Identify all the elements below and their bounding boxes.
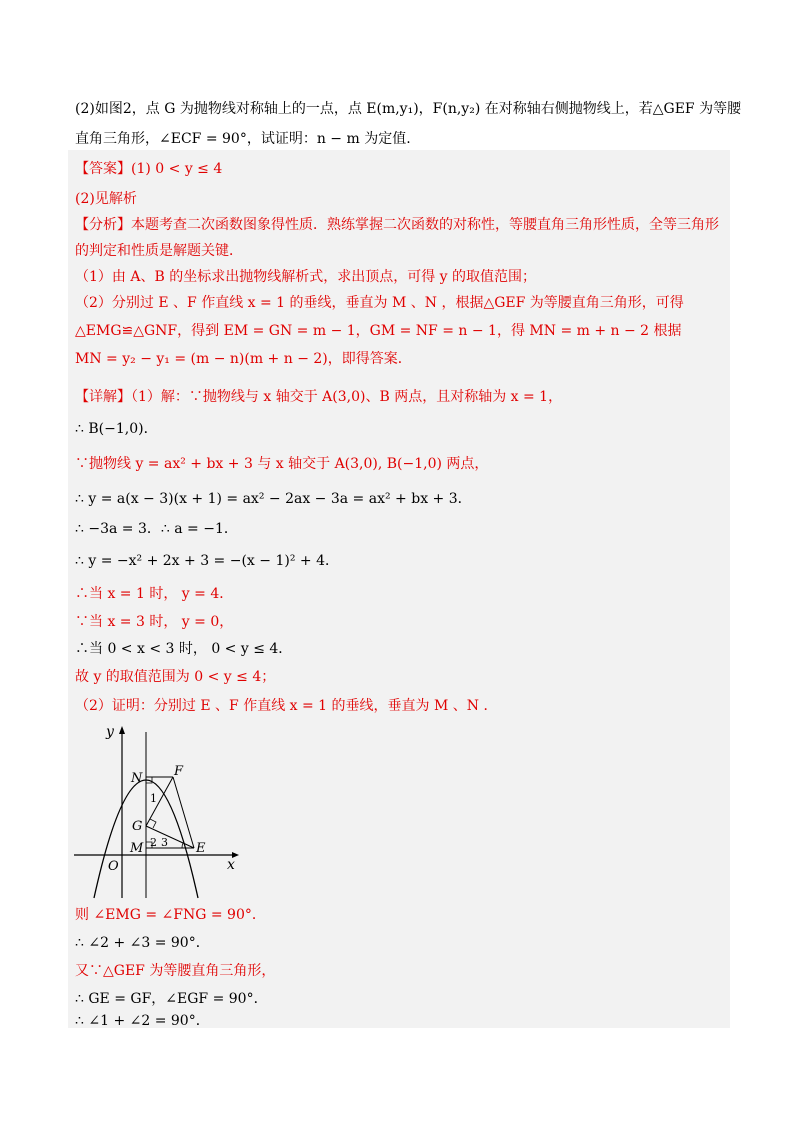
analysis-line-4: （2）分别过 E 、F 作直线 x = 1 的垂线，垂直为 M 、N ，根据△GEF 为等腰直角三角形，可得 bbox=[75, 295, 684, 311]
detail-line-4: ∴ y = a(x − 3)(x + 1) = ax² − 2ax − 3a = ax² + bx + 3． bbox=[75, 491, 472, 507]
detail-line-16: ∴ ∠1 + ∠2 = 90°． bbox=[75, 1013, 210, 1029]
analysis-line-3: （1）由 A、B 的坐标求出抛物线解析式，求出顶点，可得 y 的取值范围； bbox=[75, 269, 537, 285]
detail-line-8: ∵当 x = 3 时， y = 0， bbox=[75, 614, 234, 630]
label-angle-1: 1 bbox=[150, 792, 157, 805]
question-line-1: (2)如图2，点 G 为抛物线对称轴上的一点，点 E(m,y₁)，F(n,y₂) 在对称轴右侧抛物线上，若△GEF 为等腰 bbox=[75, 101, 742, 117]
label-f: F bbox=[174, 764, 184, 779]
analysis-line-2: 的判定和性质是解题关键． bbox=[75, 243, 243, 259]
detail-line-1: 【详解】（1）解：∵抛物线与 x 轴交于 A(3,0)、B 两点，且对称轴为 x = 1， bbox=[75, 389, 563, 405]
segment-fe bbox=[173, 777, 194, 848]
detail-line-10: 故 y 的取值范围为 0 < y ≤ 4； bbox=[75, 669, 276, 685]
label-g: G bbox=[132, 819, 143, 834]
answer-label: 【答案】(1) 0 < y ≤ 4 bbox=[75, 161, 223, 177]
detail-line-7: ∴当 x = 1 时， y = 4． bbox=[75, 586, 234, 602]
answer-part-2: (2)见解析 bbox=[75, 191, 137, 207]
detail-line-12: 则 ∠EMG = ∠FNG = 90°． bbox=[75, 907, 266, 923]
analysis-line-6: MN = y₂ − y₁ = (m − n)(m + n − 2)，即得答案． bbox=[75, 351, 412, 367]
detail-line-6: ∴ y = −x² + 2x + 3 = −(x − 1)² + 4． bbox=[75, 553, 339, 569]
label-angle-3: 3 bbox=[161, 836, 168, 849]
detail-line-15: ∴ GE = GF，∠EGF = 90°． bbox=[75, 991, 268, 1007]
label-e: E bbox=[196, 841, 206, 856]
y-axis-arrow-icon bbox=[119, 726, 125, 734]
detail-line-14: 又∵△GEF 为等腰直角三角形， bbox=[75, 963, 276, 979]
label-m: M bbox=[130, 841, 144, 856]
analysis-line-1: 【分析】本题考查二次函数图象得性质．熟练掌握二次函数的对称性，等腰直角三角形性质，全等三角形 bbox=[75, 217, 719, 233]
detail-line-5: ∴ −3a = 3．∴ a = −1． bbox=[75, 521, 238, 537]
label-angle-2: 2 bbox=[150, 836, 157, 849]
detail-line-9: ∴当 0 < x < 3 时， 0 < y ≤ 4． bbox=[75, 641, 293, 657]
detail-line-13: ∴ ∠2 + ∠3 = 90°． bbox=[75, 935, 210, 951]
label-n: N bbox=[131, 771, 143, 786]
label-x: x bbox=[227, 857, 235, 873]
parabola-figure bbox=[70, 722, 240, 902]
detail-line-11: （2）证明：分别过 E 、F 作直线 x = 1 的垂线，垂直为 M 、N ． bbox=[75, 698, 498, 714]
right-angle-mark-g bbox=[150, 819, 156, 828]
angle-arc-e bbox=[182, 843, 183, 848]
question-line-2: 直角三角形，∠ECF = 90°，试证明：n − m 为定值. bbox=[75, 131, 411, 147]
detail-line-3: ∵抛物线 y = ax² + bx + 3 与 x 轴交于 A(3,0), B(−1,0) 两点， bbox=[75, 456, 489, 472]
label-o: O bbox=[108, 859, 119, 874]
detail-line-2: ∴ B(−1,0)． bbox=[75, 421, 158, 437]
label-y: y bbox=[106, 724, 114, 740]
analysis-line-5: △EMG≌△GNF，得到 EM = GN = m − 1，GM = NF = n − 1，得 MN = m + n − 2 根据 bbox=[75, 323, 682, 339]
